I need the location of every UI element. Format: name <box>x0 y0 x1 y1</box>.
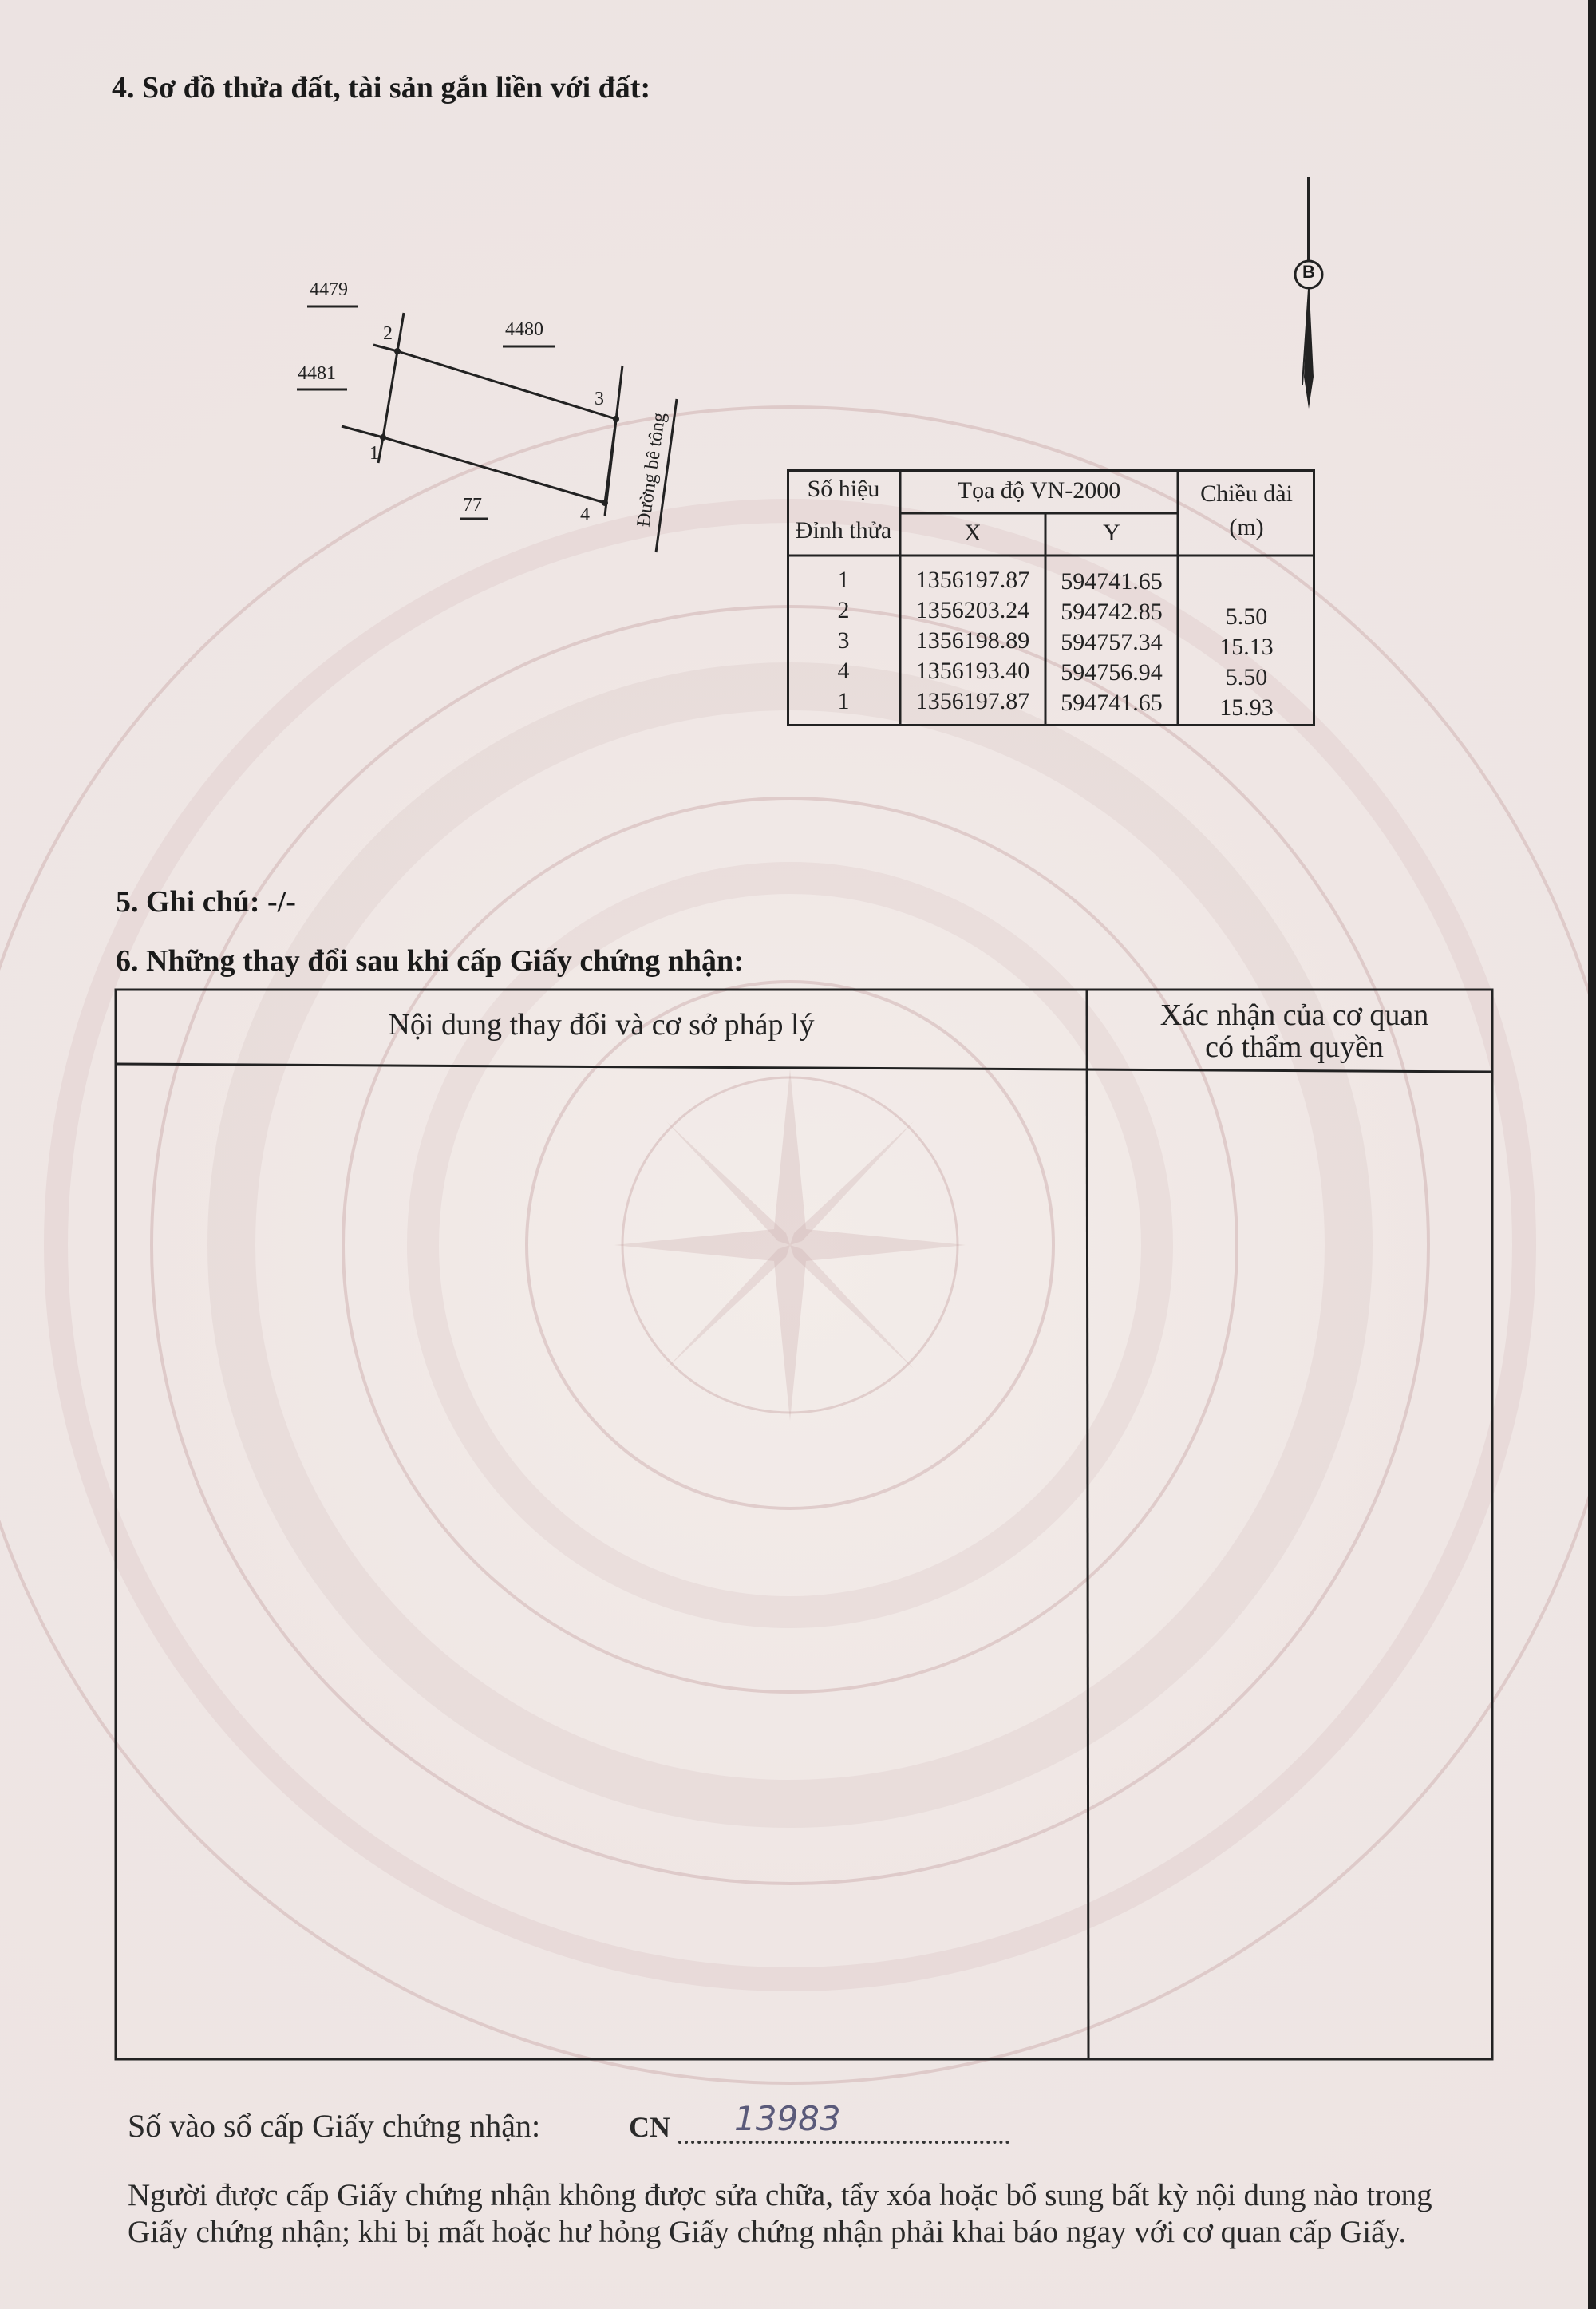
vertex-label-3: 3 <box>595 389 604 409</box>
changes-col-content-header: Nội dung thay đổi và cơ sở pháp lý <box>388 1008 815 1042</box>
changes-col-authority-header-line2: có thẩm quyền <box>1205 1030 1384 1064</box>
row-y: 594741.65 <box>1061 690 1163 716</box>
row-length: 5.50 <box>1225 664 1268 690</box>
header-length-bottom: (m) <box>1229 514 1264 540</box>
row-y: 594757.34 <box>1061 629 1163 655</box>
vertex-label-1: 1 <box>369 443 379 464</box>
row-point: 1 <box>837 567 850 593</box>
notice-line-1: Người được cấp Giấy chứng nhận không được sửa chữa, tẩy xóa hoặc bổ sung bất kỳ nội dung nào trong <box>128 2178 1432 2212</box>
header-point-top: Số hiệu <box>807 476 880 502</box>
row-point: 4 <box>837 658 850 684</box>
row-x: 1356197.87 <box>915 567 1030 593</box>
section-6-title: 6. Những thay đổi sau khi cấp Giấy chứng nhận: <box>116 944 744 978</box>
row-point: 2 <box>837 597 850 623</box>
vertex-label-4: 4 <box>580 504 590 525</box>
parcel-label-4479: 4479 <box>310 279 348 300</box>
row-x: 1356203.24 <box>915 597 1030 623</box>
header-point-bottom: Đỉnh thửa <box>795 517 892 544</box>
row-point: 3 <box>837 627 850 654</box>
notice-line-2: Giấy chứng nhận; khi bị mất hoặc hư hỏng Giấy chứng nhận phải khai báo ngay với cơ quan cấp Giấy. <box>128 2215 1407 2249</box>
parcel-label-77: 77 <box>463 495 482 516</box>
row-length: 15.13 <box>1219 634 1274 660</box>
coordinate-table <box>787 469 1315 726</box>
vertex-label-2: 2 <box>383 323 393 344</box>
row-length: 15.93 <box>1219 694 1274 721</box>
header-coordinate-system: Tọa độ VN-2000 <box>957 477 1121 504</box>
row-length: 5.50 <box>1225 603 1268 630</box>
north-arrow-icon <box>1285 177 1333 409</box>
register-number-label: Số vào sổ cấp Giấy chứng nhận: <box>128 2108 541 2144</box>
road-label: Đường bê tông <box>633 411 670 528</box>
register-dotted-line <box>678 2141 1009 2144</box>
row-y: 594741.65 <box>1061 568 1163 595</box>
section-4-title: 4. Sơ đồ thửa đất, tài sản gắn liền với đất: <box>112 71 651 105</box>
register-number-handwritten: 13983 <box>734 2099 841 2138</box>
header-length-top: Chiều dài <box>1200 480 1293 507</box>
section-5-note: 5. Ghi chú: -/- <box>116 885 296 919</box>
row-x: 1356197.87 <box>915 688 1030 714</box>
parcel-label-4481: 4481 <box>298 363 336 384</box>
changes-col-authority-header-line1: Xác nhận của cơ quan <box>1159 998 1429 1032</box>
changes-table <box>112 988 1500 2067</box>
north-label: B <box>1302 262 1315 282</box>
row-y: 594756.94 <box>1061 659 1163 686</box>
row-x: 1356193.40 <box>915 658 1030 684</box>
parcel-label-4480: 4480 <box>505 319 543 340</box>
row-x: 1356198.89 <box>915 627 1030 654</box>
register-prefix: CN <box>629 2111 670 2143</box>
row-point: 1 <box>837 688 850 714</box>
row-y: 594742.85 <box>1061 599 1163 625</box>
header-y: Y <box>1103 520 1120 546</box>
header-x: X <box>964 520 982 546</box>
